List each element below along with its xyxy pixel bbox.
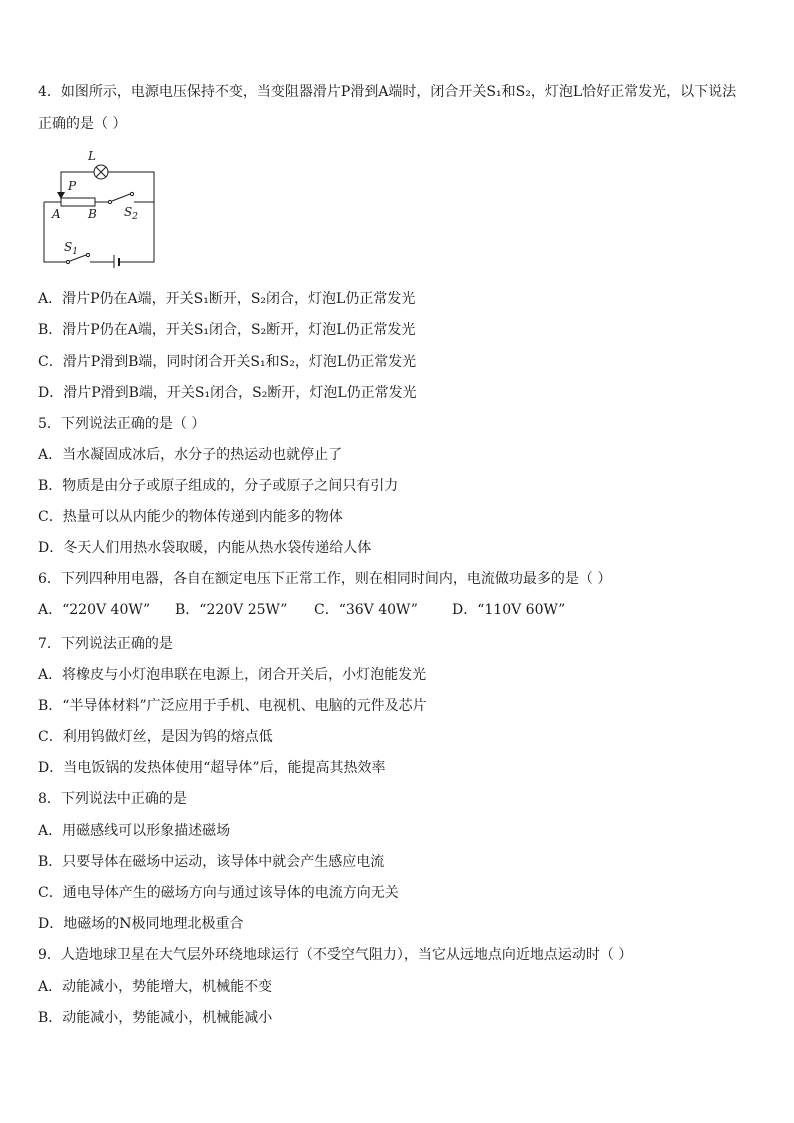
q4-option-d: D．滑片P滑到B端，开关S₁闭合，S₂断开，灯泡L仍正常发光 — [38, 385, 417, 401]
q4-stem-line2: 正确的是（ ） — [38, 116, 127, 132]
q8-option-c: C．通电导体产生的磁场方向与通过该导体的电流方向无关 — [38, 885, 399, 901]
lamp-cross — [96, 167, 106, 177]
q4-stem-line1: 4．如图所示，电源电压保持不变，当变阻器滑片P滑到A端时，闭合开关S₁和S₂，灯泡L恰好正常发光，以下说法 — [38, 84, 737, 100]
q5-stem: 5．下列说法正确的是（ ） — [38, 416, 206, 432]
q5-option-a: A．当水凝固成冰后，水分子的热运动也就停止了 — [38, 447, 343, 463]
switch-s2-blade — [112, 194, 130, 201]
switch-s1-contact — [66, 260, 69, 263]
rheostat — [61, 198, 95, 206]
label-a: A — [52, 207, 61, 221]
q7-option-a: A．将橡皮与小灯泡串联在电源上，闭合开关后，小灯泡能发光 — [38, 667, 427, 683]
q8-option-b: B．只要导体在磁场中运动，该导体中就会产生感应电流 — [38, 854, 385, 870]
switch-s2-contact-2 — [130, 192, 133, 195]
q6-option-a: A．“220V 40W” — [38, 602, 151, 618]
q7-option-d: D．当电饭锅的发热体使用“超导体”后，能提高其热效率 — [38, 760, 386, 776]
q7-option-c: C．利用钨做灯丝，是因为钨的熔点低 — [38, 729, 273, 745]
q4-option-c: C．滑片P滑到B端，同时闭合开关S₁和S₂，灯泡L仍正常发光 — [38, 354, 417, 370]
label-b: B — [88, 207, 97, 221]
q9-stem: 9．人造地球卫星在大气层外环绕地球运行（不受空气阻力），当它从远地点向近地点运动时（ ） — [38, 947, 633, 963]
q6-option-d: D．“110V 60W” — [452, 602, 566, 618]
wire-top-left — [61, 172, 94, 189]
q4-option-b: B．滑片P仍在A端，开关S₁闭合，S₂断开，灯泡L仍正常发光 — [38, 322, 416, 338]
q6-option-c: C．“36V 40W” — [314, 602, 418, 618]
q8-option-a: A．用磁感线可以形象描述磁场 — [38, 823, 231, 839]
q8-option-d: D．地磁场的N极同地理北极重合 — [38, 916, 244, 932]
label-s2: $S_2$ — [124, 205, 138, 222]
q4-option-a: A．滑片P仍在A端，开关S₁断开，S₂闭合，灯泡L仍正常发光 — [38, 291, 416, 307]
switch-s1-contact-2 — [86, 253, 89, 256]
q5-option-b: B．物质是由分子或原子组成的，分子或原子之间只有引力 — [38, 478, 399, 494]
circuit-diagram — [38, 146, 168, 268]
q8-stem: 8．下列说法中正确的是 — [38, 791, 187, 807]
q5-option-d: D．冬天人们用热水袋取暖，内能从热水袋传递给人体 — [38, 540, 372, 556]
q6-stem: 6．下列四种用电器，各自在额定电压下正常工作，则在相同时间内，电流做功最多的是（ ） — [38, 571, 612, 587]
q7-option-b: B．“半导体材料”广泛应用于手机、电视机、电脑的元件及芯片 — [38, 698, 427, 714]
q6-option-b: B．“220V 25W” — [175, 602, 288, 618]
q9-option-b: B．动能减小，势能减小，机械能减小 — [38, 1010, 273, 1026]
q7-stem: 7．下列说法正确的是 — [38, 636, 173, 652]
q5-option-c: C．热量可以从内能少的物体传递到内能多的物体 — [38, 509, 343, 525]
label-l: L — [88, 149, 96, 163]
label-s1: $S_1$ — [64, 240, 78, 257]
label-p: P — [68, 179, 77, 193]
switch-s2-contact — [108, 200, 111, 203]
wire-top-right — [108, 172, 154, 202]
q9-option-a: A．动能减小，势能增大，机械能不变 — [38, 979, 273, 995]
